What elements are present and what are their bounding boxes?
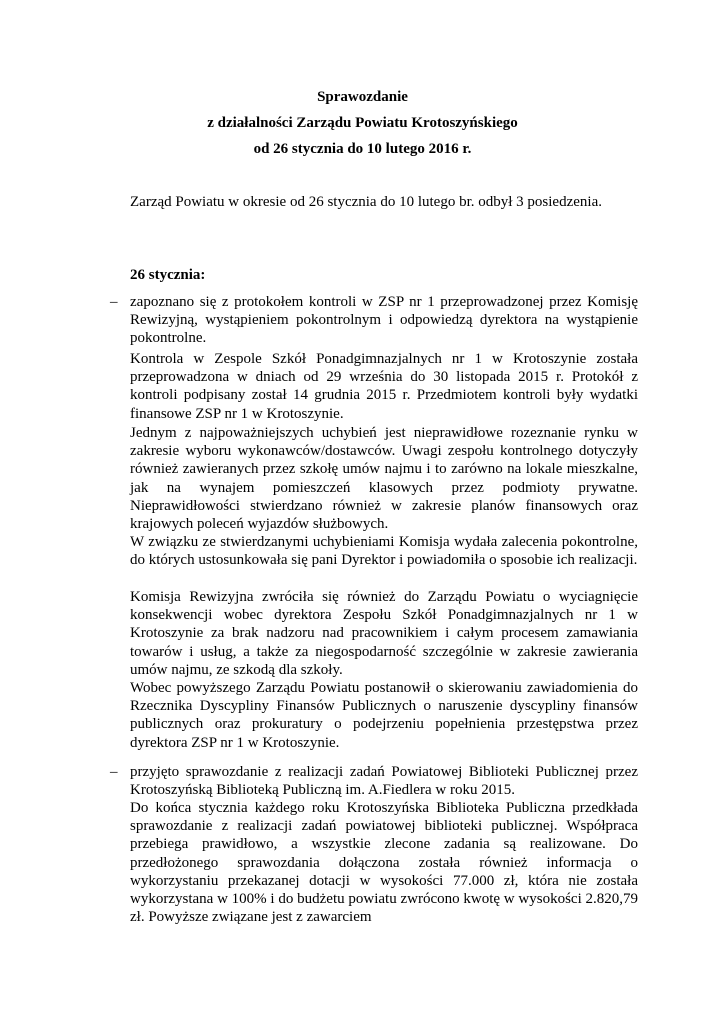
intro-paragraph: Zarząd Powiatu w okresie od 26 stycznia do 10 lutego br. odbył 3 posiedzenia. <box>130 194 602 210</box>
document-subtitle: z działalności Zarządu Powiatu Krotoszyńskiego <box>207 115 518 131</box>
section-heading: 26 stycznia: <box>130 267 206 283</box>
item1-paragraph-1: Kontrola w Zespole Szkół Ponadgimnazjalnych nr 1 w Krotoszynie została przeprowadzona w dniach od 29 września do 30 listopada 2015 r. Protokół z kontroli podpisany został 14 grudnia 2015 r. Przedmiotem kontroli były wydatki finansowe ZSP nr 1 w Krotoszynie. <box>130 351 638 422</box>
item1-paragraph-5: Wobec powyższego Zarządu Powiatu postanowił o skierowaniu zawiadomienia do Rzecznika Dyscypliny Finansów Publicznych o naruszenie dyscypliny finansów publicznych oraz prokuratury o podejrzeniu popełnienia przestępstwa przez dyrektora ZSP nr 1 w Krotoszynie. <box>130 680 638 751</box>
item1-paragraph-2: Jednym z najpoważniejszych uchybień jest nieprawidłowe rozeznanie rynku w zakresie wyboru wykonawców/dostawców. Uwagi zespołu kontrolnego dotyczyły również zawieranych przez szkołę umów najmu i to zarówno na lokale mieszkalne, jak na wynajem pomieszczeń klasowych przez podmioty prywatne. Nieprawidłowości stwierdzano również w zakresie planów finansowych oraz krajowych poleceń wyjazdów służbowych. <box>130 425 638 533</box>
item2-lead: przyjęto sprawozdanie z realizacji zadań Powiatowej Biblioteki Publicznej przez Krotoszyńską Biblioteką Publiczną im. A.Fiedlera w roku 2015. <box>130 764 638 799</box>
bullet-marker: – <box>110 764 118 780</box>
bullet-marker: – <box>110 294 118 310</box>
document-title: Sprawozdanie <box>317 89 408 105</box>
item1-paragraph-3: W związku ze stwierdzanymi uchybieniami Komisja wydała zalecenia pokontrolne, do których ustosunkowała się pani Dyrektor i powiadomiła o sposobie ich realizacji. <box>130 534 638 569</box>
item2-paragraph-1: Do końca stycznia każdego roku Krotoszyńska Biblioteka Publiczna przedkłada sprawozdanie z realizacji zadań powiatowej biblioteki publicznej. Współpraca przebiega prawidłowo, a wszystkie zlecone zadania są realizowane. Do przedłożonego sprawozdania dołączona została również informacja o wykorzystaniu przekazanej dotacji w wysokości 77.000 zł, która nie została wykorzystana w 100% i do budżetu powiatu zwrócono kwotę w wysokości 2.820,79 zł. Powyższe związane jest z zawarciem <box>130 800 638 926</box>
item1-lead: zapoznano się z protokołem kontroli w ZSP nr 1 przeprowadzonej przez Komisję Rewizyjną, wystąpieniem pokontrolnym i odpowiedzą dyrektora na wystąpienie pokontrolne. <box>130 294 638 347</box>
document-date-range: od 26 stycznia do 10 lutego 2016 r. <box>253 141 472 157</box>
item1-paragraph-4: Komisja Rewizyjna zwróciła się również do Zarządu Powiatu o wyciagnięcie konsekwencji wobec dyrektora Zespołu Szkół Ponadgimnazjalnych nr 1 w Krotoszynie za brak nadzoru nad pracownikiem i całym procesem zamawiania towarów i usług, a także za niegospodarność szczególnie w zakresie zawierania umów najmu, ze szkodą dla szkoły. <box>130 589 638 678</box>
